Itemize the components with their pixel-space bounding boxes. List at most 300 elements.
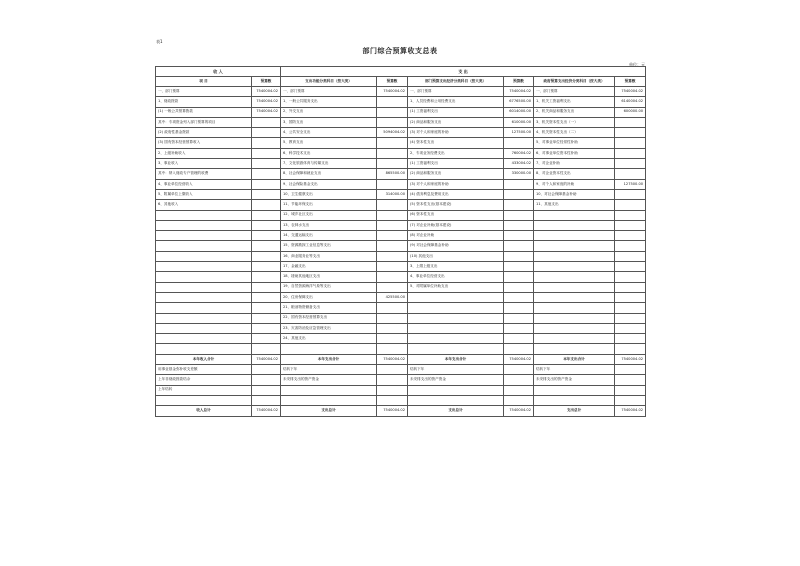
dept-econ-amount-cell [504,251,534,261]
gov-econ-amount-cell [615,148,646,158]
gov-econ-item-cell [534,292,615,302]
income-amount-cell [252,159,281,169]
dept-econ-item-cell [408,334,504,344]
gov-econ-amount-cell [615,272,646,282]
income-item-cell: 收入总计 [156,406,252,416]
dept-econ-item-cell: 5、对附属单位补助支出 [408,282,504,292]
function-amount-cell [377,107,408,117]
gov-econ-amount-cell [615,117,646,127]
income-item-cell: 本年收入合计 [156,354,252,364]
income-item-cell [156,334,252,344]
function-amount-cell [377,200,408,210]
table-row [156,323,646,333]
income-amount-cell [252,272,281,282]
function-item-cell: 结转下年 [281,365,377,375]
expense-header: 支 出 [281,67,646,77]
gov-econ-amount-cell [615,375,646,385]
table-row [156,231,646,241]
income-amount-cell [252,334,281,344]
income-amount-cell [252,375,281,385]
income-item-cell [156,251,252,261]
dept-econ-amount-cell [504,241,534,251]
gov-econ-item-cell: 10、对社会保障基金补助 [534,189,615,199]
table-row [156,169,646,179]
dept-econ-amount-cell [504,375,534,385]
function-amount-cell [377,262,408,272]
table-row [156,344,646,354]
table-row [156,251,646,261]
function-amount-cell [377,231,408,241]
table-row [156,148,646,158]
function-amount-cell [377,179,408,189]
dept-econ-item-cell: (8) 对企业补助 [408,231,504,241]
income-amount-cell [252,210,281,220]
function-item-cell: 18、援助其他地区支出 [281,272,377,282]
income-item-cell [156,210,252,220]
dept-econ-amount-cell: 7540004.02 [504,406,534,416]
function-item-cell: 一、部门预算 [281,87,377,97]
gov-econ-amount-cell: 6140004.02 [615,97,646,107]
gov-econ-amount-cell [615,303,646,313]
income-item-cell: 1、财政拨款 [156,97,252,107]
gov-econ-amount-cell [615,200,646,210]
gov-econ-item-cell: 7、对企业补助 [534,159,615,169]
gov-econ-amount-cell [615,128,646,138]
page-title: 部门综合预算收支总表 [362,47,438,55]
dept-econ-class-column-header: 部门预算支出经济分类科目（按大类） [408,77,504,87]
dept-econ-item-cell: (9) 对社会保障基金补助 [408,241,504,251]
dept-econ-amount-cell [504,272,534,282]
function-amount-cell [377,97,408,107]
dept-econ-item-cell: (10) 其他支出 [408,251,504,261]
gov-econ-item-cell: 本年支出合计 [534,354,615,364]
income-amount-cell [252,313,281,323]
dept-econ-item-cell: 未安排支出的资产资金 [408,375,504,385]
function-amount-cell [377,385,408,395]
gov-econ-amount-cell [615,282,646,292]
function-amount-cell [377,148,408,158]
gov-econ-item-cell: 2、机关商品和服务支出 [534,107,615,117]
income-item-cell [156,231,252,241]
function-amount-cell [377,210,408,220]
dept-econ-amount-cell [504,323,534,333]
income-amount-cell [252,169,281,179]
gov-econ-item-cell [534,395,615,405]
income-amount-cell [252,148,281,158]
gov-econ-item-cell [534,220,615,230]
function-item-cell: 7、文化旅游体育与传媒支出 [281,159,377,169]
income-item-cell [156,395,252,405]
function-item-cell: 22、国有资本经营预算支出 [281,313,377,323]
budget-column-header: 预算数 [615,77,646,87]
function-amount-cell [377,313,408,323]
gov-econ-item-cell [534,344,615,354]
table-row [156,97,646,107]
table-row [156,220,646,230]
grand-total-row [156,406,646,416]
function-item-cell: 21、粮油物资储备支出 [281,303,377,313]
table-row [156,128,646,138]
gov-econ-amount-cell: 127500.00 [615,179,646,189]
function-item-cell: 16、商业服务业等支出 [281,251,377,261]
gov-econ-item-cell: 一、部门预算 [534,87,615,97]
dept-econ-item-cell [408,313,504,323]
gov-econ-item-cell: 9、对个人和家庭的补助 [534,179,615,189]
gov-econ-class-column-header: 政府预算支出经济分类科目（按大类） [534,77,615,87]
table-row [156,395,646,405]
dept-econ-amount-cell [504,303,534,313]
income-amount-cell [252,344,281,354]
table-row [156,365,646,375]
income-item-cell: (3) 国有资本经营预算收入 [156,138,252,148]
table-body [156,87,646,417]
dept-econ-amount-cell [504,189,534,199]
income-amount-cell [252,262,281,272]
function-item-cell: 未安排支出的资产资金 [281,375,377,385]
table-row [156,303,646,313]
income-amount-cell [252,189,281,199]
dept-econ-item-cell: 3、上缴上级支出 [408,262,504,272]
income-item-cell: 3、事业收入 [156,159,252,169]
gov-econ-item-cell: 未安排支出的资产资金 [534,375,615,385]
gov-econ-amount-cell [615,385,646,395]
function-item-cell: 4、公共安全支出 [281,128,377,138]
function-amount-cell [377,395,408,405]
gov-econ-amount-cell: 7540004.02 [615,87,646,97]
function-item-cell: 12、城乡社区支出 [281,210,377,220]
function-amount-cell: 7540004.02 [377,87,408,97]
function-item-cell: 2、外交支出 [281,107,377,117]
function-item-cell [281,344,377,354]
dept-econ-amount-cell [504,179,534,189]
function-item-cell: 20、住房保障支出 [281,292,377,302]
table-row [156,292,646,302]
dept-econ-item-cell [408,303,504,313]
income-item-cell [156,292,252,302]
table-row [156,262,646,272]
income-amount-cell [252,323,281,333]
income-amount-cell: 7540004.02 [252,87,281,97]
income-amount-cell [252,117,281,127]
gov-econ-amount-cell [615,262,646,272]
income-item-cell [156,282,252,292]
function-item-cell: 1、一般公共服务支出 [281,97,377,107]
dept-econ-item-cell: 4、事业单位经营支出 [408,272,504,282]
gov-econ-amount-cell [615,169,646,179]
income-amount-cell: 7540004.02 [252,107,281,117]
function-amount-cell: 5094004.02 [377,128,408,138]
dept-econ-item-cell: (6) 资本性支出 [408,210,504,220]
gov-econ-item-cell: 结转下年 [534,365,615,375]
dept-econ-item-cell [408,395,504,405]
function-amount-cell [377,375,408,385]
income-amount-cell [252,395,281,405]
gov-econ-item-cell: 1、机关工资福利支出 [534,97,615,107]
dept-econ-amount-cell [504,282,534,292]
dept-econ-amount-cell [504,210,534,220]
dept-econ-item-cell: 一、部门预算 [408,87,504,97]
gov-econ-amount-cell [615,220,646,230]
table-row [156,375,646,385]
function-item-cell: 8、社会保障和就业支出 [281,169,377,179]
function-amount-cell [377,117,408,127]
gov-econ-amount-cell [615,334,646,344]
gov-econ-item-cell: 8、对企业资本性支出 [534,169,615,179]
income-item-cell: 4、事业单位经营收入 [156,179,252,189]
dept-econ-item-cell: (3) 对个人和家庭的补助 [408,179,504,189]
header-row-columns [156,77,646,87]
income-amount-cell: 7540004.02 [252,97,281,107]
gov-econ-item-cell [534,210,615,220]
function-amount-cell [377,251,408,261]
dept-econ-amount-cell: 330000.00 [504,169,534,179]
income-item-cell [156,344,252,354]
income-item-cell [156,220,252,230]
table-row [156,87,646,97]
gov-econ-item-cell [534,303,615,313]
income-item-cell [156,241,252,251]
gov-econ-item-cell [534,323,615,333]
dept-econ-amount-cell: 7540004.02 [504,87,534,97]
income-item-cell: 用事业基金弥补收支差额 [156,365,252,375]
gov-econ-amount-cell [615,189,646,199]
gov-econ-amount-cell [615,241,646,251]
function-amount-cell [377,323,408,333]
dept-econ-amount-cell: 127500.00 [504,128,534,138]
table-row [156,189,646,199]
dept-econ-item-cell [408,292,504,302]
header-row-sections [156,67,646,77]
function-amount-cell: 425500.00 [377,292,408,302]
dept-econ-item-cell: (7) 对企业补助(基本建设) [408,220,504,230]
function-amount-cell: 7540004.02 [377,354,408,364]
function-item-cell [281,385,377,395]
dept-econ-amount-cell: 6776500.00 [504,97,534,107]
gov-econ-amount-cell: 7540004.02 [615,354,646,364]
income-item-cell: 5、附属单位上缴收入 [156,189,252,199]
function-amount-cell [377,138,408,148]
income-amount-cell [252,138,281,148]
gov-econ-amount-cell [615,323,646,333]
function-amount-cell: 314000.00 [377,189,408,199]
dept-econ-amount-cell [504,220,534,230]
dept-econ-amount-cell [504,231,534,241]
income-amount-cell [252,231,281,241]
dept-econ-amount-cell [504,385,534,395]
function-amount-cell [377,272,408,282]
income-item-cell: (1) 一般公共预算拨款 [156,107,252,117]
annual-total-row [156,354,646,364]
income-item-cell: 2、上级补助收入 [156,148,252,158]
gov-econ-amount-cell: 7540004.02 [615,406,646,416]
function-item-cell: 13、农林水支出 [281,220,377,230]
gov-econ-item-cell: 5、对事业单位经常性补助 [534,138,615,148]
income-header: 收 入 [156,67,281,77]
dept-econ-item-cell: (4) 资本性支出 [408,138,504,148]
function-item-cell: 10、卫生健康支出 [281,189,377,199]
budget-summary-table [155,66,646,417]
income-amount-cell [252,128,281,138]
dept-econ-amount-cell [504,138,534,148]
table-row [156,241,646,251]
function-amount-cell: 865500.00 [377,169,408,179]
gov-econ-item-cell [534,282,615,292]
income-item-cell: 6、其他收入 [156,200,252,210]
dept-econ-amount-cell [504,292,534,302]
function-item-cell: 本年支出合计 [281,354,377,364]
function-item-cell: 24、其他支出 [281,334,377,344]
income-amount-cell [252,303,281,313]
dept-econ-amount-cell: 610000.00 [504,117,534,127]
dept-econ-item-cell [408,344,504,354]
function-amount-cell [377,365,408,375]
function-item-cell: 17、金融支出 [281,262,377,272]
gov-econ-amount-cell [615,251,646,261]
table-row [156,138,646,148]
table-row [156,179,646,189]
gov-econ-amount-cell [615,210,646,220]
gov-econ-amount-cell [615,138,646,148]
gov-econ-amount-cell [615,313,646,323]
dept-econ-item-cell [408,323,504,333]
table-row [156,282,646,292]
income-amount-cell [252,385,281,395]
gov-econ-item-cell [534,241,615,251]
dept-econ-item-cell: 2、专项业务经费支出 [408,148,504,158]
gov-econ-amount-cell [615,231,646,241]
budget-column-header: 预算数 [377,77,408,87]
gov-econ-item-cell [534,272,615,282]
function-item-cell: 15、资源勘探工业信息等支出 [281,241,377,251]
income-item-cell: 其中：专项资金列入部门预算的项目 [156,117,252,127]
gov-econ-item-cell [534,262,615,272]
function-item-cell: 5、教育支出 [281,138,377,148]
dept-econ-amount-cell: 760004.02 [504,148,534,158]
function-item-cell: 支出总计 [281,406,377,416]
table-row [156,334,646,344]
gov-econ-item-cell [534,251,615,261]
function-amount-cell [377,159,408,169]
dept-econ-item-cell: 支出总计 [408,406,504,416]
income-item-cell [156,262,252,272]
dept-econ-item-cell: (3) 对个人和家庭的补助 [408,128,504,138]
budget-column-header: 预算数 [504,77,534,87]
gov-econ-item-cell: 支出总计 [534,406,615,416]
function-item-cell: 9、社会保险基金支出 [281,179,377,189]
income-amount-cell [252,200,281,210]
gov-econ-amount-cell [615,159,646,169]
income-amount-cell [252,220,281,230]
income-amount-cell [252,292,281,302]
gov-econ-item-cell [534,231,615,241]
income-item-cell [156,272,252,282]
income-item-cell: 其中：纳入财政专户管理的收费 [156,169,252,179]
table-row [156,385,646,395]
dept-econ-item-cell: (1) 工资福利支出 [408,159,504,169]
dept-econ-item-cell: (2) 商品和服务支出 [408,169,504,179]
income-amount-cell [252,251,281,261]
gov-econ-item-cell: 6、对事业单位资本性补助 [534,148,615,158]
income-item-cell [156,313,252,323]
income-amount-cell [252,365,281,375]
gov-econ-item-cell [534,385,615,395]
dept-econ-amount-cell [504,334,534,344]
gov-econ-item-cell: 4、机关资本性支出（二） [534,128,615,138]
income-item-cell: 上年结转 [156,385,252,395]
gov-econ-amount-cell [615,292,646,302]
budget-column-header: 预算数 [252,77,281,87]
table-row [156,272,646,282]
table-row [156,107,646,117]
gov-econ-item-cell [534,334,615,344]
function-amount-cell [377,241,408,251]
function-item-cell: 23、灾害防治及应急管理支出 [281,323,377,333]
dept-econ-item-cell [408,385,504,395]
income-amount-cell: 7540004.02 [252,406,281,416]
function-amount-cell [377,282,408,292]
function-item-cell: 6、科学技术支出 [281,148,377,158]
dept-econ-amount-cell [504,365,534,375]
dept-econ-amount-cell: 6014000.00 [504,107,534,117]
document-code: 表1 [156,39,163,44]
table-row [156,200,646,210]
income-amount-cell: 7540004.02 [252,354,281,364]
function-amount-cell [377,303,408,313]
function-amount-cell [377,344,408,354]
function-item-cell: 19、自然资源海洋气象等支出 [281,282,377,292]
function-item-cell: 11、节能环保支出 [281,200,377,210]
table-row [156,117,646,127]
income-item-cell: 一、部门预算 [156,87,252,97]
gov-econ-amount-cell [615,344,646,354]
dept-econ-item-cell: 1、人员经费和公用经费支出 [408,97,504,107]
dept-econ-amount-cell: 7540004.02 [504,354,534,364]
dept-econ-item-cell: (2) 商品和服务支出 [408,117,504,127]
gov-econ-item-cell: 3、机关资本性支出（一） [534,117,615,127]
item-column-header: 项 目 [156,77,252,87]
table-row [156,159,646,169]
dept-econ-item-cell: (1) 工资福利支出 [408,107,504,117]
income-amount-cell [252,179,281,189]
income-amount-cell [252,282,281,292]
function-amount-cell [377,334,408,344]
table-row [156,210,646,220]
dept-econ-item-cell: 结转下年 [408,365,504,375]
function-class-column-header: 支出功能分类科目（按大类） [281,77,377,87]
gov-econ-amount-cell: 600000.00 [615,107,646,117]
dept-econ-amount-cell [504,313,534,323]
dept-econ-amount-cell [504,200,534,210]
income-item-cell: (2) 政府性基金拨款 [156,128,252,138]
dept-econ-amount-cell [504,395,534,405]
dept-econ-amount-cell [504,262,534,272]
dept-econ-item-cell: (5) 资本性支出(基本建设) [408,200,504,210]
dept-econ-amount-cell [504,344,534,354]
gov-econ-amount-cell [615,365,646,375]
function-amount-cell [377,220,408,230]
income-amount-cell [252,241,281,251]
income-item-cell: 上年非财政拨款结余 [156,375,252,385]
gov-econ-item-cell: 11、其他支出 [534,200,615,210]
gov-econ-amount-cell [615,395,646,405]
table-row [156,313,646,323]
income-item-cell [156,323,252,333]
dept-econ-item-cell: 本年支出合计 [408,354,504,364]
income-item-cell [156,303,252,313]
function-amount-cell: 7540004.02 [377,406,408,416]
function-item-cell: 14、交通运输支出 [281,231,377,241]
unit-label: 单位：元 [629,62,645,67]
